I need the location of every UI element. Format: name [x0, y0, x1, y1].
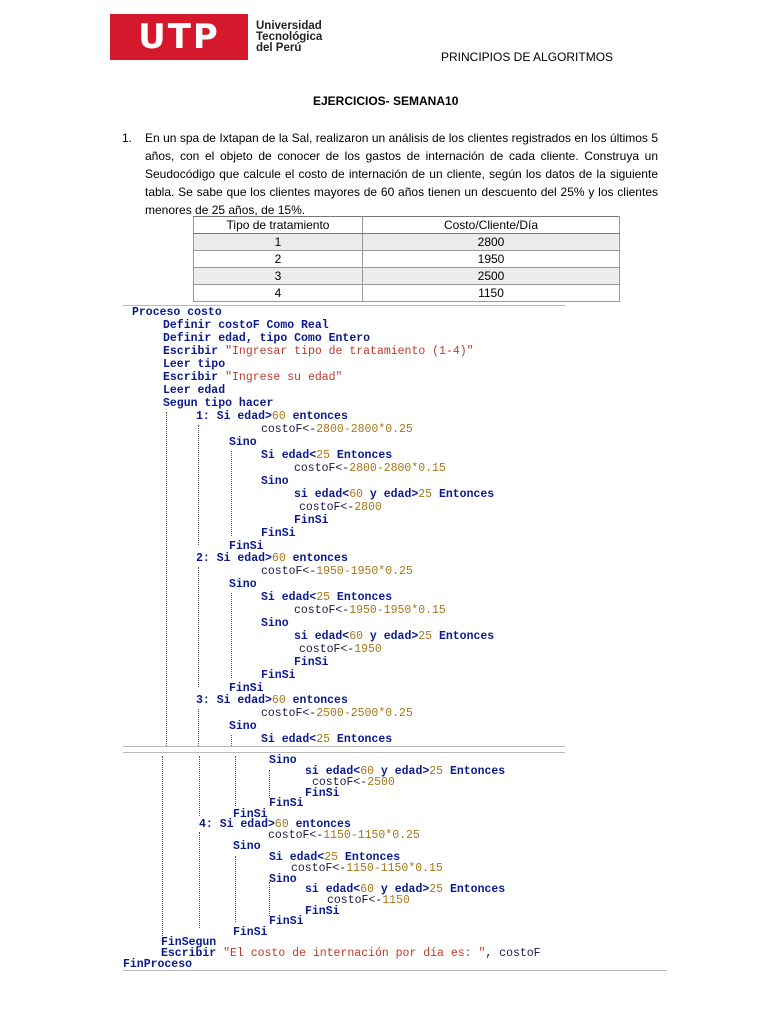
code-line: Sino: [269, 873, 297, 886]
indent-guide: [235, 756, 236, 806]
code-line: FinSi: [233, 808, 268, 821]
table-cell: 1: [194, 234, 363, 251]
code-line: costoF<-2800-2800*0.15: [294, 462, 446, 475]
treatment-cost-table: [193, 216, 620, 302]
code-line: Definir edad, tipo Como Entero: [163, 332, 371, 345]
table-header-cell: Tipo de tratamiento: [194, 217, 363, 234]
table-row: [194, 285, 620, 302]
code-line: FinSi: [294, 514, 329, 527]
code-line: FinSi: [305, 905, 340, 918]
code-line: Sino: [269, 754, 297, 767]
table-header-cell: Costo/Cliente/Día: [363, 217, 620, 234]
indent-guide: [269, 770, 270, 798]
code-line: FinProceso: [123, 958, 193, 971]
code-line: FinSi: [233, 926, 268, 939]
indent-guide: [231, 735, 232, 746]
table-cell: 2: [194, 251, 363, 268]
code-line: Proceso costo: [132, 306, 222, 319]
code-line: Si edad<25 Entonces: [261, 449, 393, 462]
code-line: costoF<-1150: [327, 894, 410, 907]
code-line: FinSi: [294, 656, 329, 669]
table-cell: 2800: [363, 234, 620, 251]
code-line: Sino: [233, 840, 261, 853]
utp-logo-letters: UTP: [138, 17, 220, 57]
utp-logo-text: Universidad Tecnológica del Perú: [256, 19, 323, 54]
code-line: Sino: [261, 475, 289, 488]
code-line: costoF<-1950-1950*0.25: [261, 565, 413, 578]
code-line: FinSi: [269, 915, 304, 928]
table-cell: 2500: [363, 268, 620, 285]
code-line: Sino: [261, 617, 289, 630]
code2-top-rule: [123, 752, 565, 753]
code-line: costoF<-2800: [299, 501, 382, 514]
code-line: 2: Si edad>60 entonces: [196, 552, 348, 565]
indent-guide: [231, 451, 232, 536]
code-line: si edad<60 y edad>25 Entonces: [305, 765, 506, 778]
table-cell: 1950: [363, 251, 620, 268]
code-line: costoF<-2800-2800*0.25: [261, 423, 413, 436]
code-line: costoF<-1950-1950*0.15: [294, 604, 446, 617]
indent-guide: [198, 425, 199, 545]
table-row: [194, 234, 620, 251]
code-bottom-rule: [123, 746, 565, 747]
table-row: [194, 251, 620, 268]
code-line: FinSi: [261, 527, 296, 540]
code-line: Sino: [229, 578, 257, 591]
table-header-row: [194, 217, 620, 234]
code-line: si edad<60 y edad>25 Entonces: [305, 883, 506, 896]
indent-guide: [198, 709, 199, 746]
code-line: Escribir "El costo de internación por día es: ", costoF: [161, 947, 541, 960]
code-line: 3: Si edad>60 entonces: [196, 694, 348, 707]
code-line: costoF<-1950: [299, 643, 382, 656]
code-line: Segun tipo hacer: [163, 397, 274, 410]
code-line: Si edad<25 Entonces: [269, 851, 401, 864]
indent-guide: [199, 832, 200, 928]
code-line: Leer tipo: [163, 358, 226, 371]
indent-guide: [199, 756, 200, 816]
code-line: FinSi: [305, 787, 340, 800]
code-line: costoF<-2500: [312, 776, 395, 789]
code-line: costoF<-1150-1150*0.25: [268, 829, 420, 842]
utp-logo-mark: [110, 14, 248, 60]
code-line: Si edad<25 Entonces: [261, 733, 393, 746]
indent-guide: [269, 882, 270, 916]
code2-bottom-rule: [123, 970, 667, 971]
code-line: Definir costoF Como Real: [163, 319, 329, 332]
code-line: FinSi: [261, 669, 296, 682]
code-line: Escribir "Ingrese su edad": [163, 371, 343, 384]
code-line: FinSi: [229, 682, 264, 695]
code-line: Si edad<25 Entonces: [261, 591, 393, 604]
table-cell: 4: [194, 285, 363, 302]
indent-guide: [166, 412, 167, 746]
code-line: costoF<-1150-1150*0.15: [291, 862, 443, 875]
code-line: FinSi: [229, 540, 264, 553]
page-heading: EJERCICIOS- SEMANA10: [313, 94, 459, 108]
table-cell: 1150: [363, 285, 620, 302]
table-row: [194, 268, 620, 285]
table-cell: 3: [194, 268, 363, 285]
indent-guide: [162, 756, 163, 936]
indent-guide: [235, 856, 236, 922]
exercise-number: 1.: [122, 131, 133, 145]
code-line: 1: Si edad>60 entonces: [196, 410, 348, 423]
code-line: Leer edad: [163, 384, 226, 397]
exercise-text: En un spa de Ixtapan de la Sal, realizaron un análisis de los clientes registrados en los últimos 5 años, con el objeto de conocer de los gastos de internación de cada cliente. Construya un Seudocódigo que calcule el costo de internación de un cliente, según los datos de la siguiente tabla. Se sabe que los clientes mayores de 60 años tienen un descuento del 25% y los clientes menores de 25 años, de 15%.: [145, 131, 658, 217]
code-line: si edad<60 y edad>25 Entonces: [294, 488, 495, 501]
course-title: PRINCIPIOS DE ALGORITMOS: [441, 50, 614, 64]
utp-logo: [110, 14, 322, 60]
code-line: 4: Si edad>60 entonces: [199, 818, 351, 831]
code-line: Sino: [229, 436, 257, 449]
indent-guide: [198, 567, 199, 687]
code-line: Escribir "Ingresar tipo de tratamiento (1-4)": [163, 345, 474, 358]
code-line: si edad<60 y edad>25 Entonces: [294, 630, 495, 643]
code-line: Sino: [229, 720, 257, 733]
code-line: FinSegun: [161, 936, 217, 949]
code-line: FinSi: [269, 797, 304, 810]
indent-guide: [231, 593, 232, 678]
code-line: costoF<-2500-2500*0.25: [261, 707, 413, 720]
